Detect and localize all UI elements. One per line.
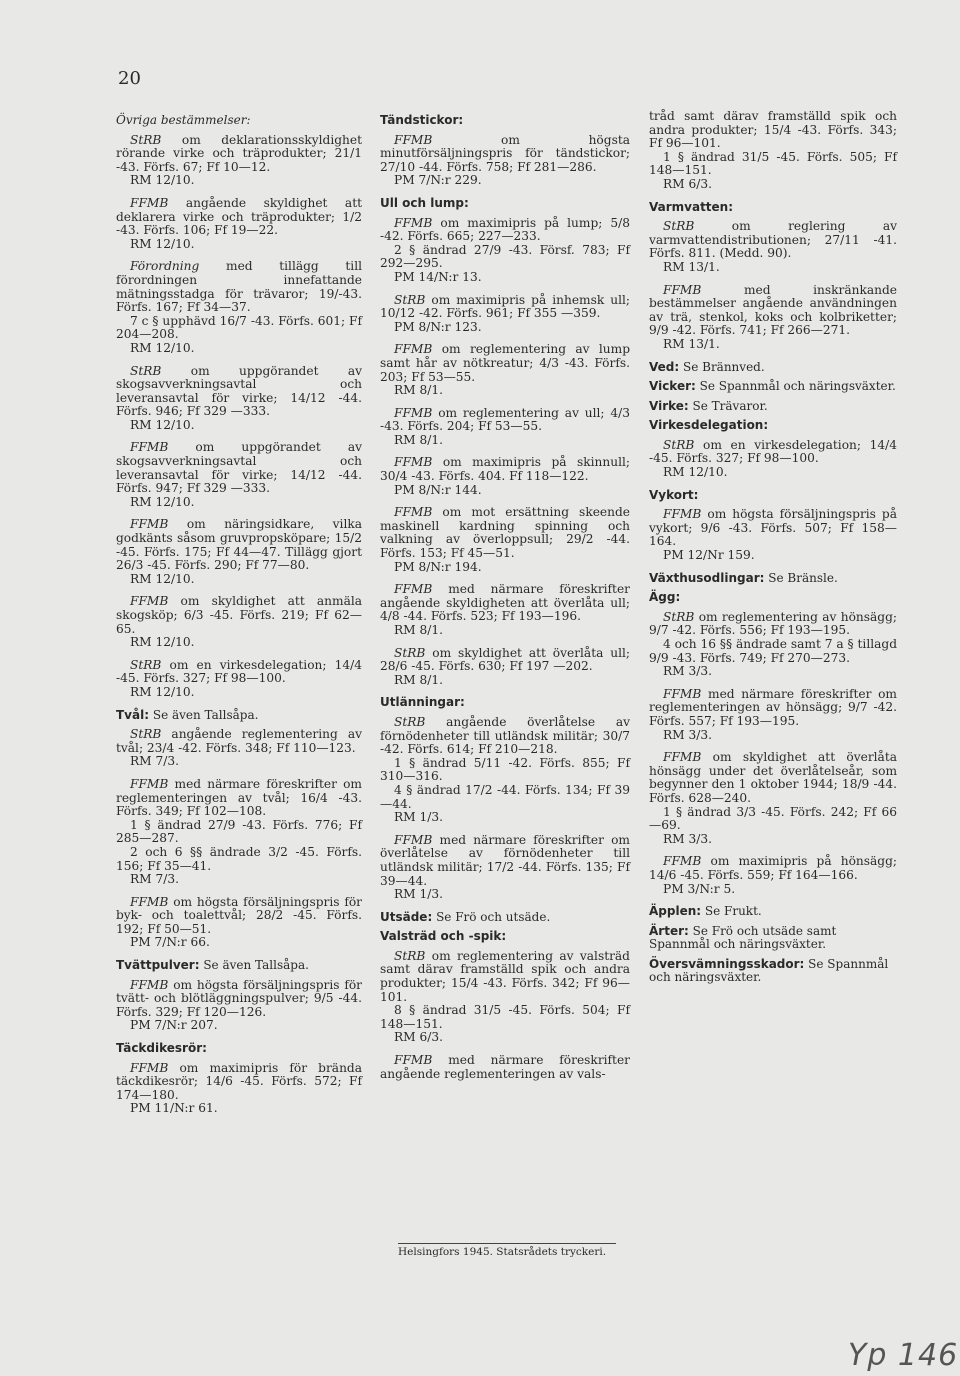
entry-paragraph — [380, 506, 630, 560]
entry-text: med närmare föreskrifter angående reglementeringen av vals- — [380, 1053, 630, 1081]
section-heading — [649, 572, 897, 586]
entry-paragraph — [380, 134, 630, 175]
entry-paragraph — [380, 784, 630, 811]
heading-label: Virkesdelegation: — [649, 418, 769, 433]
section-heading — [380, 197, 630, 211]
issuer-abbreviation: StRB — [663, 219, 695, 234]
section-heading — [649, 361, 897, 375]
entry-paragraph — [380, 407, 630, 434]
entry-paragraph — [649, 751, 897, 805]
cross-reference: Se Spannmål och näringsväxter. — [695, 379, 896, 394]
entry-text: om skyldighet att överlåta ull; 28/6 -45. Förfs. 630; Ff 197 —202. — [380, 645, 630, 674]
reference-note: RM 12/10. — [130, 635, 195, 650]
cross-reference: Se Frö och utsäde samt Spannmål och näringsväxter. — [649, 923, 837, 952]
reference-note: RM 12/10. — [130, 340, 195, 355]
issuer-abbreviation: StRB — [130, 727, 162, 742]
entry-text: 8 § ändrad 31/5 -45. Förfs. 504; Ff 148—151. — [380, 1003, 630, 1031]
issuer-abbreviation: FFMB — [663, 282, 702, 297]
entry-text: angående skyldighet att deklarera virke och träprodukter; 1/2 -43. Förfs. 106; Ff 19—22. — [116, 195, 362, 238]
entry-paragraph — [649, 806, 897, 833]
entry-paragraph — [649, 110, 897, 151]
heading-label: Virke: — [649, 398, 689, 413]
cross-reference: Se Spannmål och näringsväxter. — [649, 956, 889, 985]
heading-label: Växthusodlingar: — [649, 570, 765, 585]
entry-text: om reglementering av ull; 4/3 -43. Förfs. 204; Ff 53—55. — [380, 405, 630, 434]
issuer-abbreviation: FFMB — [394, 342, 433, 357]
entry-paragraph — [649, 220, 897, 261]
reference-note: PM 14/N:r 13. — [394, 269, 482, 284]
reference-note: RM 3/3. — [663, 831, 713, 846]
entry-paragraph — [116, 365, 362, 419]
reference-note: RM 12/10. — [130, 571, 195, 586]
entry-text: om maximipris på skinnull; 30/4 -43. Förfs. 404. Ff 118—122. — [380, 455, 630, 484]
reference-note: RM 12/10. — [130, 494, 195, 509]
entry-text: om högsta försäljningspris för tvätt- och blötläggningspulver; 9/5 -44. Förfs. 329; Ff 120—126. — [116, 977, 362, 1019]
entry-paragraph — [649, 284, 897, 338]
entry-paragraph — [116, 728, 362, 755]
entry-text: tråd samt därav framställd spik och andra produkter; 15/4 -43. Förfs. 343; Ff 96—101. — [649, 109, 897, 151]
issuer-abbreviation: Förordning — [130, 259, 200, 274]
entry-text: om maximipris för brända täckdikesrör; 14/6 -45. Förfs. 572; Ff 174—180. — [116, 1060, 362, 1102]
reference-note: RM 12/10. — [130, 236, 195, 251]
reference-note: RM 8/1. — [394, 432, 444, 447]
page-number: 20 — [118, 68, 141, 89]
reference-note: RM 13/1. — [663, 259, 720, 274]
entry-text: 1 § ändrad 31/5 -45. Förfs. 505; Ff 148—151. — [649, 149, 897, 178]
reference-note: RM 1/3. — [394, 810, 444, 825]
issuer-abbreviation: FFMB — [394, 215, 433, 230]
entry-text: 4 § ändrad 17/2 -44. Förfs. 134; Ff 39—44. — [380, 782, 630, 811]
reference-note: RM 8/1. — [394, 672, 444, 687]
section-heading — [649, 958, 897, 985]
heading-label: Tändstickor: — [380, 113, 464, 127]
entry-text: om maximipris på inhemsk ull; 10/12 -42. Förfs. 961; Ff 355 —359. — [380, 292, 630, 321]
reference-note: RM 8/1. — [394, 623, 444, 637]
cross-reference: Se Brännved. — [679, 359, 765, 374]
entry-paragraph — [380, 1004, 630, 1031]
section-heading — [116, 114, 362, 128]
heading-label: Utlänningar: — [380, 695, 465, 710]
entry-paragraph — [116, 441, 362, 495]
entry-paragraph — [649, 508, 897, 549]
entry-text: om reglementering av valsträd samt därav framställd spik och andra produkter; 15/4 -43. Förfs. 342; Ff 96—101. — [380, 948, 630, 1004]
heading-label: Valsträd och -spik: — [380, 929, 507, 944]
reference-note: PM 11/N:r 61. — [130, 1101, 218, 1116]
entry-text: med närmare föreskrifter om reglementeringen av tvål; 16/4 -43. Förfs. 349; Ff 102—108. — [116, 776, 362, 819]
entry-text: med tillägg till förordningen innefattande mätningsstadga för trävaror; 19/-43. Förfs. 167; Ff 34—37. — [116, 259, 362, 315]
entry-text: med närmare föreskrifter om överlåtelse av förnödenheter till utländsk militär; 17/2 -44. Förfs. 135; Ff 39—44. — [380, 832, 630, 888]
reference-note: PM 7/N:r 207. — [130, 1018, 218, 1033]
entry-text: 2 § ändrad 27/9 -43. Försf. 783; Ff 292—295. — [380, 242, 630, 271]
entry-text: om skyldighet att anmäla skogsköp; 6/3 -45. Förfs. 219; Ff 62—65. — [116, 594, 362, 636]
entry-paragraph — [649, 638, 897, 665]
entry-text: om deklarationsskyldighet rörande virke och träprodukter; 21/1 -43. Förfs. 67; Ff 10—12. — [116, 132, 362, 174]
heading-label: Ärter: — [649, 923, 689, 938]
entry-text: om reglementering av hönsägg; 9/7 -42. Förfs. 556; Ff 193—195. — [649, 609, 897, 638]
column-1 — [116, 110, 362, 1125]
entry-paragraph — [380, 647, 630, 674]
entry-paragraph — [116, 778, 362, 819]
reference-note: RM 6/3. — [663, 176, 713, 191]
entry-text: om reglering av varmvattendistributionen; 27/11 -41. Förfs. 811. (Medd. 90). — [649, 219, 897, 261]
reference-note: RM 12/10. — [130, 173, 195, 188]
reference-note: RM 7/3. — [130, 754, 180, 769]
section-heading — [649, 925, 897, 952]
issuer-abbreviation: FFMB — [394, 132, 433, 147]
heading-label: Vykort: — [649, 487, 699, 502]
entry-text: om maximipris på lump; 5/8 -42. Förfs. 665; 227—233. — [380, 215, 630, 244]
issuer-abbreviation: FFMB — [394, 405, 433, 420]
entry-paragraph — [116, 518, 362, 572]
entry-text: om mot ersättning skeende maskinell kardning spinning och valkning av överloppsull; 29/2 -44. Förfs. 153; Ff 45—51. — [380, 505, 630, 561]
entry-paragraph — [116, 819, 362, 846]
entry-text: 4 och 16 §§ ändrade samt 7 a § tillagd 9/9 -43. Förfs. 749; Ff 270—273. — [649, 637, 897, 665]
issuer-abbreviation: FFMB — [130, 594, 169, 609]
heading-label: Varmvatten: — [649, 199, 734, 214]
issuer-abbreviation: FFMB — [130, 440, 169, 455]
entry-text: om reglementering av lump samt hår av nötkreatur; 4/3 -43. Förfs. 203; Ff 53—55. — [380, 342, 630, 384]
column-3 — [649, 110, 897, 991]
reference-note: PM 7/N:r 229. — [394, 173, 482, 188]
entry-text: om maximipris på hönsägg; 14/6 -45. Förfs. 559; Ff 164—166. — [649, 854, 897, 882]
heading-label: Utsäde: — [380, 909, 433, 924]
entry-paragraph — [380, 294, 630, 321]
section-heading — [380, 114, 630, 128]
entry-text: 1 § ändrad 3/3 -45. Förfs. 242; Ff 66—69. — [649, 804, 897, 833]
section-heading — [380, 911, 630, 925]
entry-paragraph — [380, 217, 630, 244]
entry-paragraph — [380, 583, 630, 624]
entry-paragraph — [380, 757, 630, 784]
section-heading — [649, 905, 897, 919]
cross-reference: Se Trävaror. — [688, 398, 768, 413]
reference-note: RM 8/1. — [394, 383, 444, 398]
entry-text: om högsta försäljningspris för byk- och toalettvål; 28/2 -45. Förfs. 192; Ff 50—51. — [116, 894, 362, 936]
entry-paragraph — [649, 855, 897, 882]
heading-label: Äpplen: — [649, 904, 702, 919]
issuer-abbreviation: FFMB — [130, 977, 169, 992]
entry-paragraph — [116, 197, 362, 238]
entry-paragraph — [380, 244, 630, 271]
issuer-abbreviation: StRB — [394, 645, 426, 660]
section-heading — [116, 1042, 362, 1056]
reference-note: RM 3/3. — [663, 727, 713, 742]
column-2 — [380, 110, 630, 1081]
reference-note: RM 13/1. — [663, 336, 720, 351]
heading-label: Ull och lump: — [380, 195, 469, 210]
issuer-abbreviation: StRB — [130, 363, 162, 378]
issuer-abbreviation: FFMB — [130, 776, 169, 791]
heading-label: Översvämningsskador: — [649, 956, 805, 971]
entry-paragraph — [116, 315, 362, 342]
entry-paragraph — [380, 834, 630, 888]
entry-paragraph — [116, 134, 362, 175]
section-heading — [649, 380, 897, 394]
entry-text: med närmare föreskrifter om reglementeringen av hönsägg; 9/7 -42. Förfs. 557; Ff 193—195. — [649, 686, 897, 728]
cross-reference: Se Frukt. — [701, 904, 762, 919]
entry-text: om uppgörandet av skogsavverkningsavtal och leveransavtal för virke; 14/12 -44. Förfs. 946; Ff 329 —333. — [116, 363, 362, 419]
entry-text: angående reglementering av tvål; 23/4 -42. Förfs. 348; Ff 110—123. — [116, 727, 362, 755]
entry-paragraph — [116, 979, 362, 1020]
entry-paragraph — [380, 716, 630, 757]
reference-note: RM 12/10. — [130, 684, 195, 699]
entry-text: med närmare föreskrifter angående skyldigheten att överlåta ull; 4/8 -44. Förfs. 523; Ff 193—196. — [380, 582, 630, 624]
reference-note: PM 12/Nr 159. — [663, 548, 755, 563]
entry-paragraph — [380, 343, 630, 384]
entry-paragraph — [380, 456, 630, 483]
reference-note: PM 8/N:r 194. — [394, 559, 482, 574]
entry-text: 7 c § upphävd 16/7 -43. Förfs. 601; Ff 204—208. — [116, 313, 362, 342]
heading-label: Vicker: — [649, 379, 696, 394]
issuer-abbreviation: FFMB — [663, 686, 702, 701]
issuer-abbreviation: StRB — [394, 292, 426, 307]
reference-note: PM 8/N:r 123. — [394, 319, 482, 334]
section-heading — [380, 696, 630, 710]
heading-label: Täckdikesrör: — [116, 1041, 207, 1056]
entry-paragraph — [649, 151, 897, 178]
heading-label: Övriga bestämmelser: — [116, 113, 251, 127]
entry-paragraph — [116, 896, 362, 937]
heading-label: Tvål: — [116, 707, 150, 722]
reference-note: PM 7/N:r 66. — [130, 935, 210, 950]
entry-paragraph — [380, 1054, 630, 1081]
entry-paragraph — [116, 846, 362, 873]
heading-label: Ved: — [649, 359, 680, 374]
entry-text: 1 § ändrad 5/11 -42. Förfs. 855; Ff 310—316. — [380, 755, 630, 784]
entry-paragraph — [649, 439, 897, 466]
issuer-abbreviation: StRB — [130, 132, 162, 147]
entry-paragraph — [116, 260, 362, 314]
section-heading — [649, 419, 897, 433]
section-heading — [649, 489, 897, 503]
entry-paragraph — [116, 595, 362, 636]
entry-text: angående överlåtelse av förnödenheter till utländsk militär; 30/7 -42. Förfs. 614; Ff 210—218. — [380, 714, 630, 757]
issuer-abbreviation: StRB — [130, 657, 162, 672]
reference-note: RM 1/3. — [394, 887, 444, 902]
section-heading — [649, 400, 897, 414]
section-heading — [649, 591, 897, 605]
entry-paragraph — [649, 611, 897, 638]
section-heading — [649, 201, 897, 215]
entry-text: om en virkesdelegation; 14/4 -45. Förfs. 327; Ff 98—100. — [649, 437, 897, 466]
issuer-abbreviation: StRB — [663, 609, 695, 624]
issuer-abbreviation: FFMB — [130, 195, 169, 210]
entry-paragraph — [380, 950, 630, 1004]
reference-note: RM 12/10. — [663, 465, 728, 480]
issuer-abbreviation: FFMB — [663, 507, 702, 522]
reference-note: RM 7/3. — [130, 872, 180, 887]
reference-note: RM 12/10. — [130, 417, 195, 432]
heading-label: Tvättpulver: — [116, 958, 200, 973]
printer-imprint: Helsingfors 1945. Statsrådets tryckeri. — [398, 1243, 616, 1258]
entry-paragraph — [649, 688, 897, 729]
section-heading — [116, 709, 362, 723]
issuer-abbreviation: FFMB — [130, 517, 169, 532]
entry-text: om näringsidkare, vilka godkänts såsom gruvpropsköpare; 15/2 -45. Förfs. 175; Ff 44—47. Tillägg gjort 26/3 -45. Förfs. 290; Ff 77—80. — [116, 517, 362, 573]
reference-note: PM 8/N:r 144. — [394, 482, 482, 497]
issuer-abbreviation: FFMB — [130, 894, 169, 909]
issuer-abbreviation: StRB — [394, 714, 426, 729]
reference-note: RM 6/3. — [394, 1030, 444, 1045]
handwritten-signature: Yp 146 — [848, 1338, 959, 1373]
issuer-abbreviation: FFMB — [394, 1053, 433, 1068]
issuer-abbreviation: FFMB — [394, 505, 433, 520]
entry-text: om uppgörandet av skogsavverkningsavtal och leveransavtal för virke; 14/12 -44. Förfs. 947; Ff 329 —333. — [116, 440, 362, 496]
issuer-abbreviation: FFMB — [394, 832, 433, 847]
issuer-abbreviation: StRB — [663, 437, 695, 452]
reference-note: PM 3/N:r 5. — [663, 881, 736, 896]
heading-label: Ägg: — [649, 590, 681, 605]
reference-note: RM 3/3. — [663, 664, 713, 679]
entry-text: om högsta försäljningspris på vykort; 9/6 -43. Förfs. 507; Ff 158—164. — [649, 507, 897, 549]
issuer-abbreviation: FFMB — [663, 854, 702, 869]
entry-text: 2 och 6 §§ ändrade 3/2 -45. Förfs. 156; Ff 35—41. — [116, 844, 362, 873]
issuer-abbreviation: FFMB — [663, 750, 702, 765]
entry-text: med inskränkande bestämmelser angående användningen av trä, stenkol, koks och kolbriketter; 9/9 -42. Förfs. 741; Ff 266—271. — [649, 282, 897, 338]
entry-text: 1 § ändrad 27/9 -43. Förfs. 776; Ff 285—287. — [116, 817, 362, 846]
issuer-abbreviation: FFMB — [394, 582, 433, 597]
issuer-abbreviation: StRB — [394, 948, 426, 963]
cross-reference: Se även Tallsåpa. — [149, 707, 259, 722]
issuer-abbreviation: FFMB — [394, 455, 433, 470]
entry-text: om högsta minutförsäljningspris för tändstickor; 27/10 -44. Förfs. 758; Ff 281—286. — [380, 132, 630, 174]
section-heading — [116, 959, 362, 973]
cross-reference: Se Bränsle. — [764, 570, 838, 585]
entry-paragraph — [116, 659, 362, 686]
issuer-abbreviation: FFMB — [130, 1060, 169, 1075]
cross-reference: Se Frö och utsäde. — [432, 909, 551, 924]
cross-reference: Se även Tallsåpa. — [199, 958, 309, 973]
entry-text: om en virkesdelegation; 14/4 -45. Förfs. 327; Ff 98—100. — [116, 657, 362, 686]
section-heading — [380, 930, 630, 944]
entry-text: om skyldighet att överlåta hönsägg under det överlåtelseår, som begynner den 1 oktober 1944; 18/9 -44. Förfs. 628—240. — [649, 750, 897, 805]
entry-paragraph — [116, 1062, 362, 1103]
